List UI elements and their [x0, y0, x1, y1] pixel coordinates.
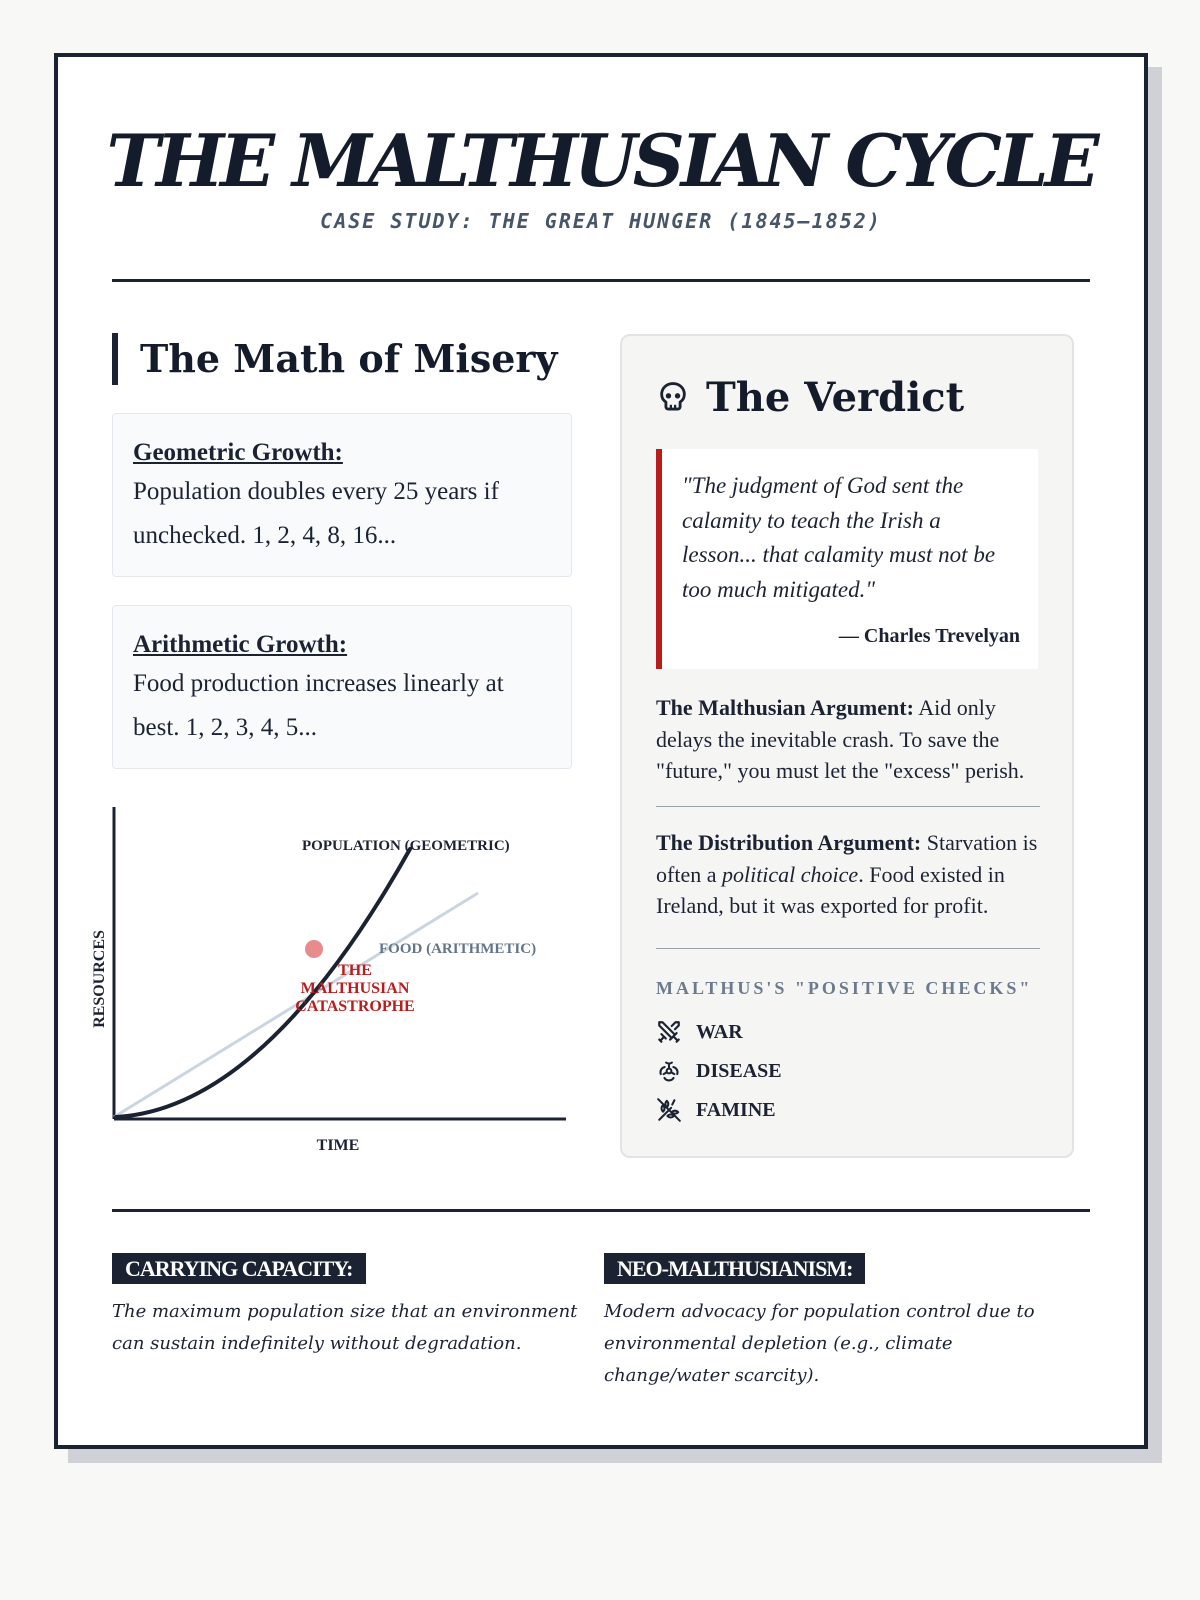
- verdict-header: [656, 372, 964, 422]
- argument-divider-1: [656, 806, 1040, 807]
- math-section: [112, 333, 572, 769]
- top-divider: [112, 279, 1090, 282]
- distribution-argument: [656, 827, 1040, 922]
- bottom-divider: [112, 1209, 1090, 1212]
- arithmetic-growth-box: [112, 605, 572, 769]
- y-axis-label: RESOURCES: [91, 930, 108, 1028]
- quote-attribution: — Charles Trevelyan: [838, 625, 1020, 647]
- term-label-neo-malthusianism: NEO-MALTHUSIANISM:: [604, 1253, 865, 1284]
- series-label-food: FOOD (ARITHMETIC): [379, 941, 537, 957]
- geometric-growth-body: Population doubles every 25 years if unchecked. 1, 2, 4, 8, 16...: [133, 478, 499, 549]
- x-axis-label: TIME: [316, 1137, 360, 1154]
- check-item-war: [656, 1018, 743, 1046]
- positive-checks-label: MALTHUS'S "POSITIVE CHECKS": [656, 978, 1033, 998]
- series-label-population: POPULATION (GEOMETRIC): [302, 838, 510, 854]
- malthusian-argument: [656, 692, 1040, 787]
- distribution-argument-text-2: . Food existed in Ireland, but it was exported for profit.: [656, 861, 1005, 918]
- check-item-disease: [656, 1057, 782, 1085]
- term-body-neo-malthusianism: Modern advocacy for population control due to environmental depletion (e.g., climate change/water scarcity).: [604, 1301, 1035, 1386]
- argument-divider-2: [656, 948, 1040, 949]
- catastrophe-label-line-1: THE: [338, 962, 372, 979]
- catastrophe-marker: [305, 940, 323, 958]
- term-neo-malthusianism: [604, 1253, 1074, 1392]
- page-subtitle: CASE STUDY: THE GREAT HUNGER (1845–1852): [320, 209, 882, 233]
- geometric-growth-title: Geometric Growth:: [133, 439, 343, 466]
- check-label-disease: DISEASE: [696, 1059, 782, 1082]
- term-carrying-capacity: [112, 1253, 582, 1360]
- verdict-heading: The Verdict: [706, 373, 965, 421]
- check-item-famine: [656, 1096, 776, 1124]
- page-title: THE MALTHUSIAN CYCLE: [106, 118, 1096, 203]
- check-label-famine: FAMINE: [696, 1098, 776, 1121]
- quote-text: "The judgment of God sent the calamity to teach the Irish a lesson... that calamity must not be too much mitigated.": [682, 473, 996, 602]
- skull-icon: [656, 379, 690, 415]
- check-label-war: WAR: [696, 1020, 743, 1043]
- distribution-argument-label: The Distribution Argument:: [656, 830, 922, 855]
- arithmetic-growth-title: Arithmetic Growth:: [133, 631, 348, 658]
- malthusian-argument-text: Aid only delays the inevitable crash. To save the "future," you must let the "excess" perish.: [656, 695, 1025, 783]
- malthusian-argument-label: The Malthusian Argument:: [656, 695, 914, 720]
- poster-card: [54, 53, 1148, 1449]
- trevelyan-quote: [656, 449, 1038, 669]
- term-body-carrying-capacity: The maximum population size that an environment can sustain indefinitely without degradation.: [112, 1301, 578, 1354]
- term-label-carrying-capacity: CARRYING CAPACITY:: [112, 1253, 366, 1284]
- wheat-off-icon: [656, 1097, 682, 1123]
- math-heading: The Math of Misery: [112, 333, 572, 385]
- crossed-swords-icon: [656, 1019, 682, 1045]
- geometric-growth-box: [112, 413, 572, 577]
- catastrophe-label-line-2: MALTHUSIAN: [300, 980, 410, 997]
- biohazard-icon: [656, 1058, 682, 1084]
- verdict-panel: [620, 334, 1074, 1158]
- malthus-chart-svg: [90, 799, 600, 1179]
- distribution-argument-emphasis: political choice: [721, 861, 859, 887]
- arithmetic-growth-body: Food production increases linearly at best. 1, 2, 3, 4, 5...: [133, 670, 504, 741]
- distribution-argument-text-1: Starvation is often a: [656, 830, 1038, 887]
- catastrophe-label-line-3: CATASTROPHE: [295, 998, 415, 1015]
- malthus-chart: [90, 799, 600, 1179]
